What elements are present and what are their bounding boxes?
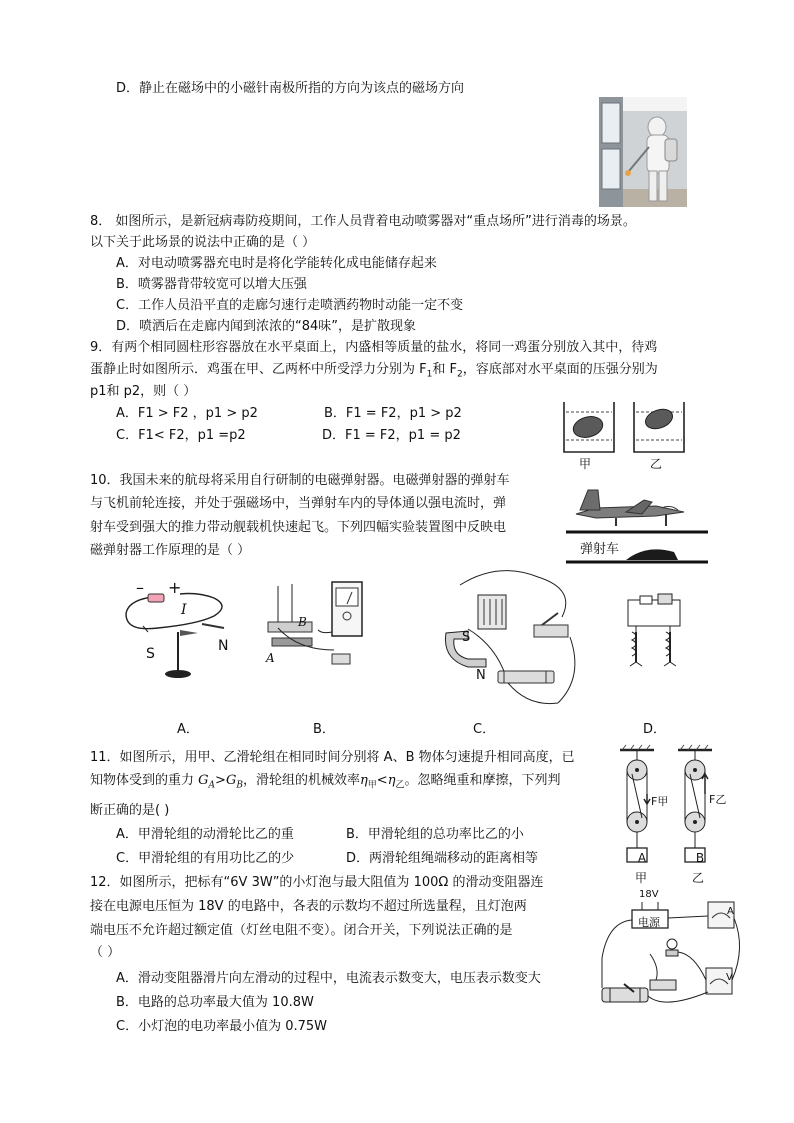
q9-stem-line3: p1和 p2，则（ ）	[90, 384, 197, 399]
q10-figure-d	[620, 592, 692, 674]
q10-figc-s: S	[462, 630, 471, 645]
q10-ejector-label: 弹射车	[580, 542, 620, 557]
q10-stem-line2: 与飞机前轮连接，并处于强磁场中，当弹射车内的导体通以强电流时，弹	[90, 496, 507, 511]
q10-figa-n: N	[218, 638, 229, 654]
q8-option-c: C．工作人员沿平直的走廊匀速行走喷洒药物时动能一定不变	[116, 298, 464, 313]
q12-label-source: 电源	[638, 916, 660, 929]
q11-label-f-yi: F乙	[709, 793, 727, 806]
q11-label-yi: 乙	[692, 871, 705, 885]
q12-option-b: B．电路的总功率最大值为 10.8W	[116, 995, 314, 1010]
q8-option-a: A．对电动喷雾器充电时是将化学能转化成电能储存起来	[116, 256, 437, 271]
q12-circuit-figure	[590, 888, 750, 1020]
q10-stem-line3: 射车受到强大的推力带动舰载机快速起飞。下列四幅实验装置图中反映电	[90, 520, 507, 535]
q12-label-voltmeter: V	[726, 972, 733, 983]
q10-caption-d: D．	[643, 722, 667, 737]
q12-label-18v: 18V	[639, 889, 659, 900]
q10-caption-b: B．	[313, 722, 335, 737]
q9-option-d: D．F1 = F2，p1 = p2	[322, 428, 461, 443]
q9-stem-line1: 9．有两个相同圆柱形容器放在水平桌面上，内盛相等质量的盐水，将同一鸡蛋分别放入其中，待鸡	[90, 340, 658, 355]
q8-option-d: D．喷洒后在走廊内闻到浓浓的“84味”，是扩散现象	[116, 319, 417, 334]
q10-figa-minus: –	[136, 578, 144, 597]
q9-cups-figure	[558, 398, 698, 456]
q10-figure-c	[438, 567, 588, 713]
q11-box-b-label: B	[695, 851, 705, 865]
q7-option-d: D．静止在磁场中的小磁针南极所指的方向为该点的磁场方向	[116, 81, 465, 96]
q8-stem-line1: 8． 如图所示，是新冠病毒防疫期间，工作人员背着电动喷雾器对“重点场所”进行消毒的场景。	[90, 214, 636, 229]
q12-stem-line2: 接在电源电压恒为 18V 的电路中，各表的示数均不超过所选量程，且灯泡两	[90, 899, 527, 914]
q10-figc-n: N	[476, 668, 486, 683]
q11-stem-line2: 知物体受到的重力 $G_A>G_B$，滑轮组的机械效率$\eta_甲<\eta_乙$。忽略绳重和摩擦，下列判	[90, 773, 561, 791]
q11-option-d: D．两滑轮组绳端移动的距离相等	[346, 851, 539, 866]
q9-label-yi: 乙	[650, 457, 663, 471]
q8-stem-line2: 以下关于此场景的说法中正确的是（ ）	[90, 235, 316, 250]
q10-figb-label-b: B	[298, 615, 307, 629]
q10-figa-current: I	[181, 602, 187, 618]
q11-option-c: C．甲滑轮组的有用功比乙的少	[116, 851, 295, 866]
q12-label-ammeter: A	[727, 906, 734, 917]
q11-box-a-label: A	[637, 851, 647, 865]
q10-figa-plus: +	[168, 578, 182, 597]
q11-stem-line3: 断正确的是( )	[90, 803, 170, 818]
q10-caption-a: A．	[177, 722, 199, 737]
q12-option-c: C．小灯泡的电功率最小值为 0.75W	[116, 1019, 328, 1034]
q8-option-b: B．喷雾器背带较宽可以增大压强	[116, 277, 307, 292]
q10-caption-c: C．	[473, 722, 496, 737]
q12-stem-line3: 端电压不允许超过额定值（灯丝电阻不变）。闭合开关，下列说法正确的是	[90, 923, 513, 938]
q11-stem-line1: 11．如图所示，用甲、乙滑轮组在相同时间分别将 A、B 物体匀速提升相同高度，已	[90, 750, 575, 765]
q9-stem-line2: 蛋静止时如图所示．鸡蛋在甲、乙两杯中所受浮力分别为 $F_1$和 $F_2$，容底部对水平桌面的压强分别为	[90, 362, 658, 380]
q10-figb-label-a: A	[266, 651, 275, 665]
q8-disinfection-photo	[599, 97, 687, 207]
q11-option-a: A．甲滑轮组的动滑轮比乙的重	[116, 827, 294, 842]
q10-stem-line1: 10．我国未来的航母将采用自行研制的电磁弹射器。电磁弹射器的弹射车	[90, 473, 510, 488]
q11-label-jia: 甲	[635, 871, 648, 885]
pulley-set-yi	[685, 750, 708, 862]
q9-option-b: B．F1 = F2，p1 > p2	[324, 406, 462, 421]
q11-label-f-jia: F甲	[651, 795, 669, 808]
q9-label-jia: 甲	[579, 457, 592, 471]
q9-option-a: A．F1 > F2 ，p1 > p2	[116, 406, 258, 421]
cup-yi	[634, 402, 684, 452]
q10-stem-line4: 磁弹射器工作原理的是（ ）	[90, 543, 251, 558]
q10-figa-s: S	[146, 646, 155, 662]
pulley-set-jia	[627, 750, 650, 862]
q12-stem-line1: 12．如图所示，把标有“6V 3W”的小灯泡与最大阻值为 100Ω 的滑动变阻器连	[90, 875, 544, 890]
q12-option-a: A．滑动变阻器滑片向左滑动的过程中，电流表示数变大，电压表示数变大	[116, 971, 541, 986]
q10-figure-b	[258, 580, 370, 680]
q11-option-b: B．甲滑轮组的总功率比乙的小	[346, 827, 524, 842]
q9-option-c: C．F1< F2，p1 =p2	[116, 428, 246, 443]
cup-jia	[564, 402, 614, 452]
fighter-jet	[576, 490, 684, 526]
q12-stem-line4: （ ）	[90, 945, 121, 960]
